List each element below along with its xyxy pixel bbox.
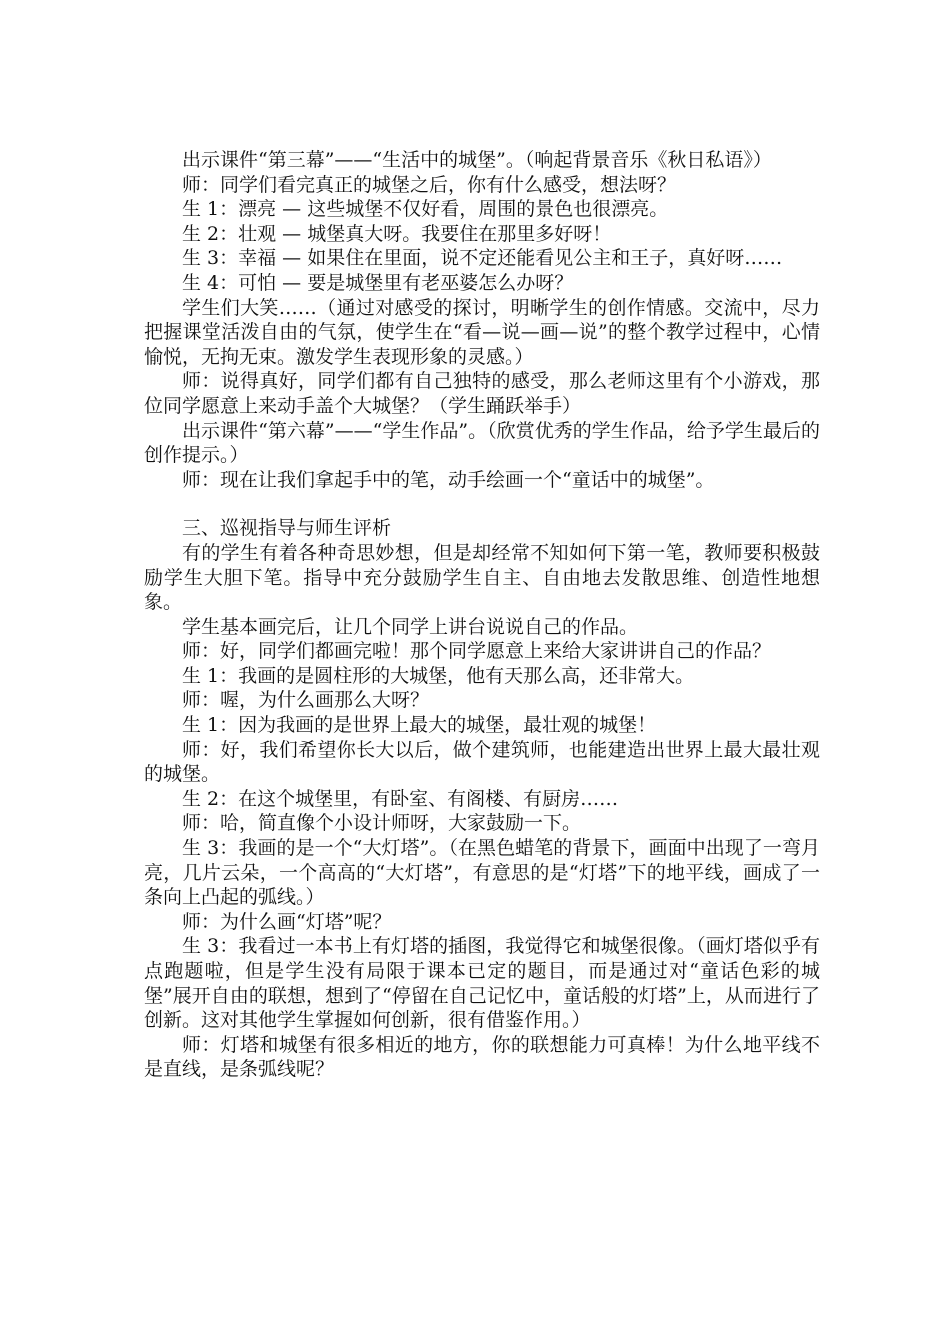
paragraph-student-4-scary: 生 4：可怕 — 要是城堡里有老巫婆怎么办呀？ <box>182 271 574 294</box>
paragraph-student-2-rooms: 生 2：在这个城堡里，有卧室、有阁楼、有厨房…… <box>182 787 619 810</box>
document-page <box>144 148 820 1082</box>
paragraph-student-3-lighthouse: 生 3：我画的是一个“大灯塔”。（在黑色蜡笔的背景下，画面中出现了一弯月亮，几片云朵，一个高高的“大灯塔”，有意思的是“灯塔”下的地平线，画成了一条向上凸起的弧线。） <box>144 837 820 909</box>
paragraph-teacher-why-lighthouse: 师：为什么画“灯塔”呢？ <box>182 910 392 933</box>
paragraph-spacer <box>144 492 820 516</box>
paragraph-guidance: 有的学生有着各种奇思妙想，但是却经常不知如何下第一笔，教师要积极鼓励学生大胆下笔。指导中充分鼓励学生自主、自由地去发散思维、创造性地想象。 <box>144 541 820 614</box>
paragraph-student-3-book: 生 3：我看过一本书上有灯塔的插图，我觉得它和城堡很像。（画灯塔似乎有点跑题啦，但是学生没有局限于课本已定的题目，而是通过对“童话色彩的城堡”展开自由的联想，想到了“停留在自己记忆中，童话般的灯塔”上，从而进行了创新。这对其他学生掌握如何创新，很有借鉴作用。） <box>144 935 820 1032</box>
paragraph-teacher-question: 师：同学们看完真正的城堡之后，你有什么感受，想法呀？ <box>182 173 677 196</box>
paragraph-courseware-6: 出示课件“第六幕”——“学生作品”。（欣赏优秀的学生作品，给予学生最后的创作提示。） <box>144 419 820 467</box>
paragraph-students-laugh: 学生们大笑……（通过对感受的探讨，明晰学生的创作情感。交流中，尽力把握课堂活泼自由的气氛，使学生在“看—说—画—说”的整个教学过程中，心情愉悦，无拘无束。激发学生表现形象的灵感。） <box>144 296 820 368</box>
paragraph-student-3-happy: 生 3：幸福 — 如果住在里面，说不定还能看见公主和王子，真好呀…… <box>182 247 783 270</box>
paragraph-courseware-3: 出示课件“第三幕”——“生活中的城堡”。（响起背景音乐《秋日私语》） <box>182 149 772 171</box>
paragraph-teacher-designer: 师：哈，简直像个小设计师呀，大家鼓励一下。 <box>182 812 582 835</box>
paragraph-student-1-largest: 生 1：因为我画的是世界上最大的城堡，最壮观的城堡！ <box>182 714 657 737</box>
paragraph-student-1-cylinder: 生 1：我画的是圆柱形的大城堡，他有天那么高，还非常大。 <box>182 664 695 687</box>
paragraph-teacher-why-big: 师：喔，为什么画那么大呀？ <box>182 689 430 712</box>
paragraph-teacher-ask-share: 师：好，同学们都画完啦！那个同学愿意上来给大家讲讲自己的作品？ <box>182 640 772 663</box>
paragraph-teacher-draw: 师：现在让我们拿起手中的笔，动手绘画一个“童话中的城堡”。 <box>182 468 715 491</box>
paragraph-student-2-magnificent: 生 2：壮观 — 城堡真大呀。我要住在那里多好呀！ <box>182 222 612 245</box>
paragraph-student-1-beautiful: 生 1：漂亮 — 这些城堡不仅好看，周围的景色也很漂亮。 <box>182 198 669 221</box>
paragraph-teacher-horizon: 师：灯塔和城堡有很多相近的地方，你的联想能力可真棒！为什么地平线不是直线，是条弧线呢？ <box>144 1033 820 1081</box>
section-heading-3: 三、巡视指导与师生评析 <box>182 517 392 540</box>
paragraph-teacher-architect: 师：好，我们希望你长大以后，做个建筑师，也能建造出世界上最大最壮观的城堡。 <box>144 738 820 786</box>
paragraph-teacher-game: 师：说得真好，同学们都有自己独特的感受，那么老师这里有个小游戏，那位同学愿意上来动手盖个大城堡？（学生踊跃举手） <box>144 370 820 417</box>
paragraph-after-drawing: 学生基本画完后，让几个同学上讲台说说自己的作品。 <box>182 615 639 638</box>
